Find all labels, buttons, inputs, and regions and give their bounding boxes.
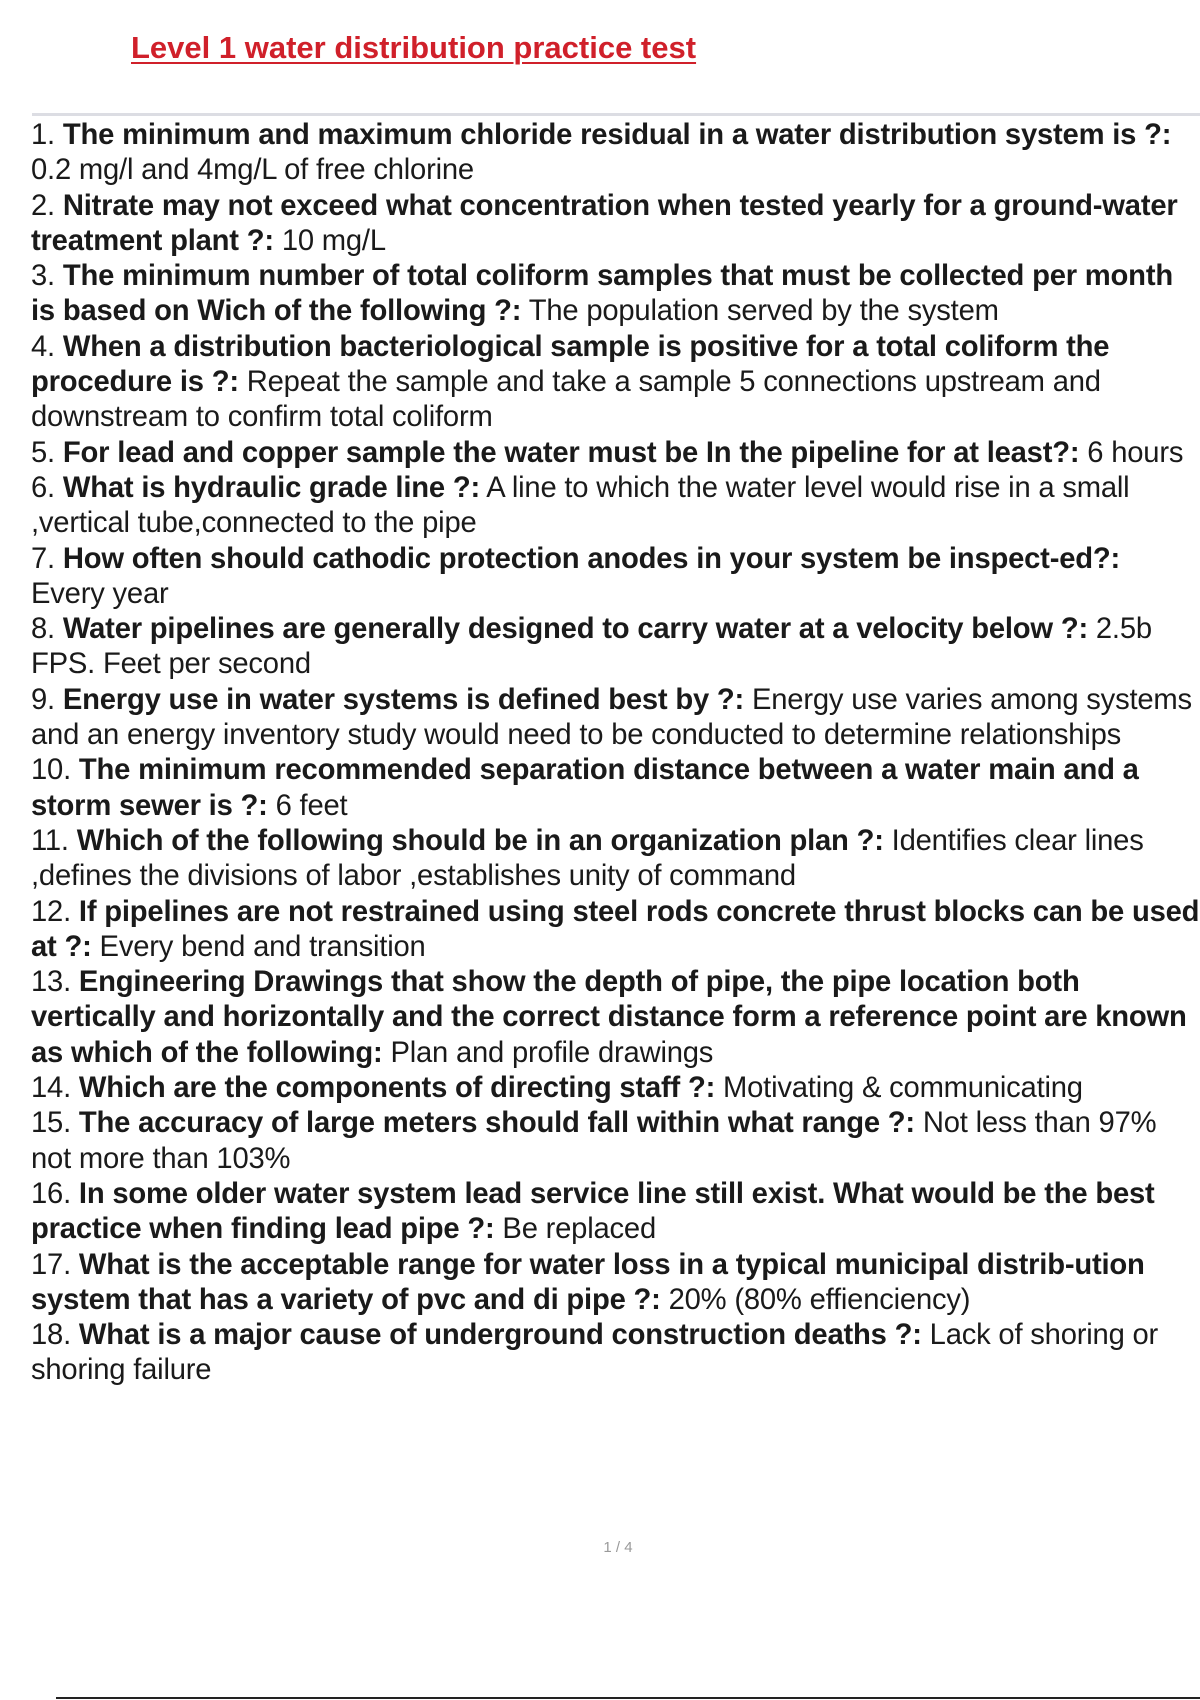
answer-text: Lack of shoring or shoring failure: [31, 1319, 1159, 1387]
answer-text: Motivating & communicating: [723, 1072, 1083, 1105]
page-number: 1 / 4: [603, 1539, 633, 1556]
document-title: Level 1 water distribution practice test: [131, 30, 697, 65]
answer-text: 6 hours: [1087, 436, 1184, 469]
answer-text: The population served by the system: [528, 295, 999, 328]
question-item-10: [31, 753, 1200, 824]
question-text: What is hydraulic grade line ?:: [62, 471, 480, 504]
question-text: If pipelines are not restrained using steel rods concrete thrust blocks can be used at ?:: [31, 895, 1200, 963]
question-number: 8.: [31, 613, 55, 646]
question-text: The minimum number of total coliform samples that must be collected per month is based on Wich of the following ?:: [31, 260, 1173, 328]
answer-text: A line to which the water level would rise in a small ,vertical tube,connected to the pipe: [31, 471, 1130, 540]
question-number: 14.: [31, 1072, 71, 1105]
question-number: 12.: [31, 895, 71, 928]
question-text: The accuracy of large meters should fall within what range ?:: [78, 1107, 915, 1140]
question-item-15: [31, 1106, 1200, 1177]
footer-divider: [56, 1697, 1200, 1699]
question-item-16: [31, 1177, 1200, 1248]
question-item-18: [31, 1318, 1200, 1389]
question-item-3: [31, 259, 1200, 330]
answer-text: 0.2 mg/l and 4mg/L of free chlorine: [31, 154, 474, 187]
header-divider: [32, 113, 1200, 116]
question-text: The minimum and maximum chloride residual in a water distribution system is ?:: [62, 119, 1172, 151]
question-item-6: [31, 471, 1200, 542]
question-number: 11.: [31, 824, 69, 857]
question-item-1: [31, 118, 1200, 189]
answer-text: Plan and profile drawings: [390, 1036, 714, 1069]
answer-text: Identifies clear lines ,defines the divisions of labor ,establishes unity of command: [31, 824, 1144, 893]
question-item-12: [31, 895, 1200, 966]
question-number: 4.: [31, 330, 55, 363]
question-item-13: [31, 965, 1200, 1071]
question-item-8: [31, 612, 1200, 683]
question-item-11: [31, 824, 1200, 895]
question-number: 2.: [31, 189, 55, 222]
answer-text: Every year: [31, 577, 169, 610]
question-text: In some older water system lead service line still exist. What would be the best practice when finding lead pipe ?:: [31, 1177, 1155, 1246]
question-text: Energy use in water systems is defined best by ?:: [62, 683, 745, 716]
question-number: 15.: [31, 1107, 71, 1140]
question-text: When a distribution bacteriological sample is positive for a total coliform the procedure is ?:: [31, 330, 1110, 399]
question-number: 7.: [31, 542, 55, 575]
question-item-4: [31, 330, 1200, 436]
question-text: Engineering Drawings that show the depth of pipe, the pipe location both vertically and horizontally and the correct distance form a reference point are known as which of the following:: [31, 966, 1187, 1069]
question-number: 6.: [31, 471, 55, 504]
question-text: What is the acceptable range for water loss in a typical municipal distrib-ution system that has a variety of pvc and di pipe ?:: [31, 1248, 1145, 1316]
question-text: What is a major cause of underground construction deaths ?:: [78, 1319, 922, 1352]
question-number: 17.: [31, 1248, 71, 1281]
question-text: The minimum recommended separation distance between a water main and a storm sewer is ?:: [31, 754, 1139, 822]
answer-text: 6 feet: [275, 789, 348, 822]
question-number: 10.: [31, 754, 71, 787]
question-item-7: [31, 542, 1200, 613]
question-list: [31, 118, 1200, 1389]
question-number: 16.: [31, 1177, 71, 1210]
question-text: Which of the following should be in an organization plan ?:: [76, 824, 884, 857]
answer-text: Energy use varies among systems and an energy inventory study would need to be conducted to determine relationships: [31, 683, 1192, 752]
answer-text: 2.5b FPS. Feet per second: [31, 613, 1152, 681]
question-number: 5.: [31, 436, 55, 469]
question-item-14: [31, 1071, 1200, 1106]
question-number: 18.: [31, 1319, 71, 1352]
question-item-2: [31, 189, 1200, 260]
question-number: 9.: [31, 683, 55, 716]
answer-text: Be replaced: [502, 1213, 656, 1246]
question-text: Water pipelines are generally designed to carry water at a velocity below ?:: [62, 613, 1088, 646]
question-item-17: [31, 1248, 1200, 1319]
answer-text: Every bend and transition: [99, 930, 426, 963]
question-number: 1.: [31, 119, 55, 151]
question-text: Which are the components of directing staff ?:: [78, 1072, 716, 1105]
question-item-9: [31, 683, 1200, 754]
question-text: How often should cathodic protection anodes in your system be inspect-ed?:: [62, 542, 1121, 575]
question-number: 13.: [31, 966, 71, 999]
answer-text: 20% (80% effienciency): [668, 1283, 971, 1316]
question-item-5: [31, 436, 1200, 471]
question-text: Nitrate may not exceed what concentration when tested yearly for a ground-water treatment plant ?:: [31, 189, 1178, 257]
answer-text: Repeat the sample and take a sample 5 connections upstream and downstream to confirm total coliform: [31, 366, 1101, 434]
question-text: For lead and copper sample the water must be In the pipeline for at least?:: [62, 436, 1080, 469]
question-number: 3.: [31, 260, 55, 293]
answer-text: 10 mg/L: [281, 224, 386, 257]
answer-text: Not less than 97% not more than 103%: [31, 1107, 1157, 1175]
